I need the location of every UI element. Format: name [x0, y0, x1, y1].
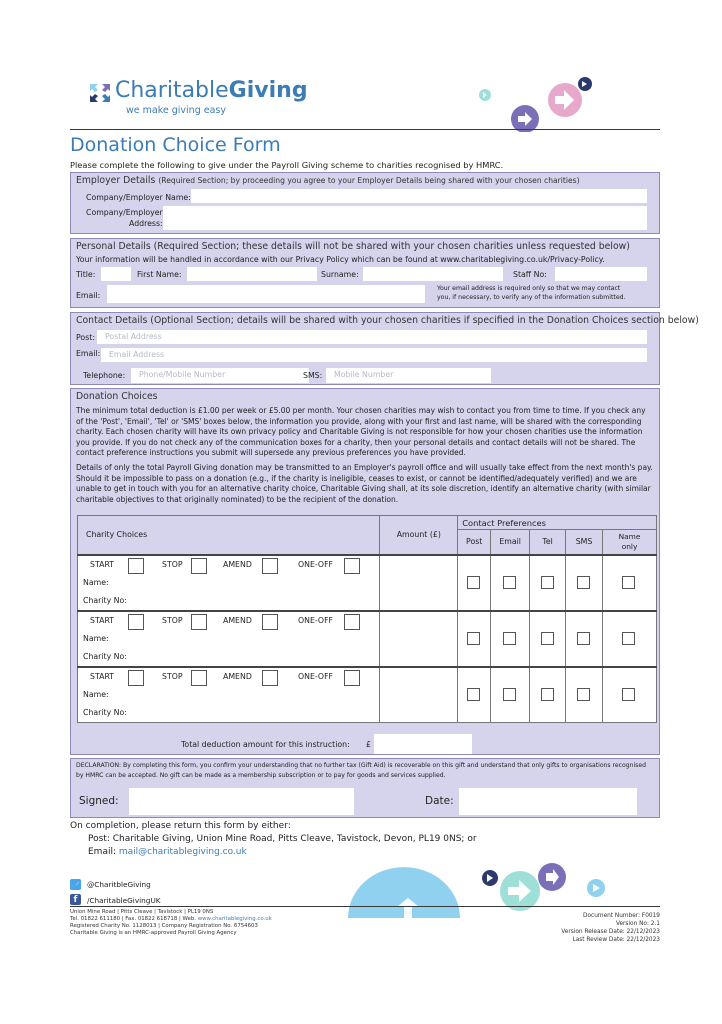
return-post: Post: Charitable Giving, Union Mine Road, Pitts Cleave, Tavistock, Devon, PL19 0NS; or	[88, 834, 477, 844]
company-address-field[interactable]	[163, 206, 647, 230]
charity-choices-table	[77, 515, 657, 723]
sms-field[interactable]	[326, 368, 491, 383]
name-only-pref-checkbox[interactable]	[622, 632, 635, 645]
donation-section	[70, 388, 660, 755]
title-label: Title:	[76, 270, 96, 279]
sms-pref-checkbox[interactable]	[577, 688, 590, 701]
amend-checkbox[interactable]	[262, 614, 278, 630]
amount-cell[interactable]	[380, 555, 458, 611]
amount-cell[interactable]	[380, 611, 458, 667]
company-name-field[interactable]	[191, 189, 647, 203]
return-email-prefix: Email:	[88, 847, 119, 857]
donation-heading: Donation Choices	[76, 391, 158, 402]
footer-agency: Charitable Giving is an HMRC-approved Payroll Giving Agency	[70, 930, 237, 936]
company-name-label: Company/Employer Name:	[86, 193, 191, 202]
staff-no-label: Staff No:	[513, 270, 547, 279]
charity-name-label: Name:	[83, 577, 109, 587]
logo-brand-part2: Giving	[228, 78, 308, 103]
sms-placeholder: Mobile Number	[334, 370, 394, 379]
name-only-line-1: Name	[618, 531, 641, 541]
footer-website-link[interactable]: www.charitablegiving.co.uk	[197, 916, 272, 922]
contact-heading: Contact Details (Optional Section; details will be shared with your chosen charities if specified in the Donation Choices section below)	[76, 315, 699, 326]
amend-label: AMEND	[223, 559, 252, 569]
personal-section	[70, 238, 660, 308]
tel-pref-checkbox[interactable]	[541, 688, 554, 701]
charity-no-label: Charity No:	[83, 651, 127, 661]
one-off-checkbox[interactable]	[344, 558, 360, 574]
contact-email-label: Email:	[76, 349, 101, 358]
charity-name-label: Name:	[83, 633, 109, 643]
contact-preferences-header: Contact Preferences	[458, 516, 657, 530]
employer-heading-note: (Required Section; by proceeding you agree to your Employer Details being shared with your chosen charities)	[158, 176, 580, 185]
tel-pref-checkbox[interactable]	[541, 632, 554, 645]
email-label: Email:	[76, 291, 101, 300]
review-date: Last Review Date: 22/12/2023	[572, 937, 660, 943]
stop-checkbox[interactable]	[191, 558, 207, 574]
footer-rule	[70, 906, 660, 907]
currency-symbol: £	[366, 740, 371, 749]
personal-heading: Personal Details (Required Section; these details will not be shared with your chosen charities unless requested below)	[76, 241, 630, 252]
first-name-label: First Name:	[137, 270, 182, 279]
twitter-handle[interactable]: @CharitbleGiving	[87, 880, 151, 889]
charity-choice-row	[78, 611, 657, 667]
post-pref-checkbox[interactable]	[467, 632, 480, 645]
footer-decoration-icon	[300, 858, 620, 918]
surname-field[interactable]	[363, 267, 503, 281]
release-date: Version Release Date: 22/12/2023	[561, 929, 660, 935]
sms-pref-header: SMS	[566, 530, 603, 555]
amend-label: AMEND	[223, 615, 252, 625]
tel-pref-header: Tel	[530, 530, 566, 555]
stop-label: STOP	[162, 671, 183, 681]
header-rule	[70, 129, 660, 130]
first-name-field[interactable]	[187, 267, 317, 281]
declaration-text: DECLARATION: By completing this form, you confirm your understanding that no further tax (Gift Aid) is recoverable on this gift and understand that only gifts to organisations recognised by HMRC can be accepted. No gift can be made as a membership subscription or to pay for goods and services supplied.	[76, 762, 646, 779]
total-deduction-label: Total deduction amount for this instruction:	[181, 740, 350, 749]
employer-heading: Employer Details	[76, 175, 156, 186]
post-pref-header: Post	[458, 530, 491, 555]
total-amount-field[interactable]	[356, 734, 472, 754]
stop-checkbox[interactable]	[191, 614, 207, 630]
staff-no-field[interactable]	[555, 267, 647, 281]
email-pref-checkbox[interactable]	[503, 688, 516, 701]
date-field[interactable]	[459, 788, 637, 815]
telephone-label: Telephone:	[83, 371, 126, 380]
charity-no-label: Charity No:	[83, 595, 127, 605]
start-label: START	[90, 671, 115, 681]
logo	[88, 78, 308, 120]
start-checkbox[interactable]	[128, 558, 144, 574]
start-label: START	[90, 615, 115, 625]
email-pref-checkbox[interactable]	[503, 576, 516, 589]
post-pref-checkbox[interactable]	[467, 576, 480, 589]
amount-header: Amount (£)	[380, 516, 458, 555]
return-email-line	[88, 847, 247, 857]
footer-address: Union Mine Road | Pitts Cleave | Tavistock | PL19 0NS	[70, 909, 214, 915]
charity-choice-cell	[78, 611, 380, 667]
intro-text: Please complete the following to give under the Payroll Giving scheme to charities recognised by HMRC.	[70, 160, 504, 170]
logo-tagline: we make giving easy	[126, 105, 226, 116]
logo-arrows-icon	[88, 82, 112, 104]
telephone-placeholder: Phone/Mobile Number	[139, 370, 226, 379]
start-label: START	[90, 559, 115, 569]
post-pref-checkbox[interactable]	[467, 688, 480, 701]
telephone-field[interactable]	[131, 368, 309, 383]
privacy-note: Your information will be handled in accordance with our Privacy Policy which can be found at www.charitablegiving.co.uk/Privacy-Policy.	[76, 255, 605, 264]
post-placeholder: Postal Address	[105, 332, 162, 341]
return-intro: On completion, please return this form by either:	[70, 821, 291, 831]
footer-registration: Registered Charity No. 1128013 | Company Registration No. 6754603	[70, 923, 258, 929]
charity-choices-header: Charity Choices	[78, 516, 380, 555]
amend-checkbox[interactable]	[262, 670, 278, 686]
header-decoration-icon	[470, 76, 610, 132]
donation-paragraph-2: Details of only the total Payroll Giving donation may be transmitted to an Employer's payroll office and will usually take effect from the next month's pay. Should it be impossible to pass on a donation (e.g., if the charity is ineligible, ceases to exist, or cannot be identified/adequately verified) and we are unable to get in touch with you for an alternative charity choice, Charitable Giving shall, at its sole discretion, identify an alternative charity (with similar charitable objectives to that originally nominated) to be the recipient of the donation.	[76, 463, 653, 504]
title-field[interactable]	[101, 267, 131, 281]
signed-label: Signed:	[79, 795, 119, 807]
one-off-label: ONE-OFF	[298, 559, 334, 569]
donation-paragraph-1: The minimum total deduction is £1.00 per week or £5.00 per month. Your chosen charities may wish to contact you from time to time. If you check any of the 'Post', 'Email', 'Tel' or 'SMS' boxes below, the information you provide, along with your first and last name, will be shared with the corresponding charity. Each chosen charity will have its own privacy policy and Charitable Giving is not responsible for how your chosen charities use the information you provide. If you do not check any of the communication boxes for a charity, then your personal details and contact details will not be shared. The contact preference instructions you submit will supersede any previous preferences you have provided.	[76, 406, 646, 458]
twitter-icon[interactable]	[70, 879, 81, 890]
email-placeholder: Email Address	[109, 350, 165, 359]
declaration-section	[70, 758, 660, 818]
surname-label: Surname:	[321, 270, 359, 279]
date-label: Date:	[425, 795, 454, 807]
tel-pref-checkbox[interactable]	[541, 576, 554, 589]
contact-email-field[interactable]	[101, 348, 647, 362]
sms-pref-checkbox[interactable]	[577, 576, 590, 589]
email-note-1: Your email address is required only so that we may contact	[437, 285, 621, 292]
footer-contact	[70, 916, 272, 923]
charity-no-label: Charity No:	[83, 707, 127, 717]
name-only-line-2: only	[621, 541, 638, 551]
email-note-2: you, if necessary, to verify any of the information submitted.	[437, 294, 626, 301]
employer-section	[70, 172, 660, 234]
return-email-link[interactable]: mail@charitablegiving.co.uk	[118, 847, 247, 857]
version-number: Version No: 2.1	[615, 921, 660, 927]
email-pref-checkbox[interactable]	[503, 632, 516, 645]
start-checkbox[interactable]	[128, 670, 144, 686]
one-off-label: ONE-OFF	[298, 671, 334, 681]
amount-cell[interactable]	[380, 667, 458, 723]
one-off-checkbox[interactable]	[344, 614, 360, 630]
company-address-label-2: Address:	[129, 219, 163, 228]
footer-contact-prefix: Tel. 01822 611180 | Fax. 01822 618718 | Web.	[70, 916, 198, 922]
name-only-pref-checkbox[interactable]	[622, 688, 635, 701]
form-title: Donation Choice Form	[70, 134, 281, 156]
stop-checkbox[interactable]	[191, 670, 207, 686]
contact-section	[70, 312, 699, 385]
charity-choice-cell	[78, 555, 380, 611]
name-only-pref-checkbox[interactable]	[622, 576, 635, 589]
company-address-label-1: Company/Employer	[86, 208, 163, 217]
charity-choice-row	[78, 555, 657, 611]
start-checkbox[interactable]	[128, 614, 144, 630]
name-only-pref-header	[603, 530, 657, 555]
sms-pref-checkbox[interactable]	[577, 632, 590, 645]
stop-label: STOP	[162, 615, 183, 625]
charity-name-label: Name:	[83, 689, 109, 699]
email-field[interactable]	[107, 285, 425, 303]
signature-field[interactable]	[129, 788, 354, 815]
facebook-icon[interactable]: f	[70, 894, 81, 905]
one-off-label: ONE-OFF	[298, 615, 334, 625]
amend-label: AMEND	[223, 671, 252, 681]
doc-number: Document Number: F0019	[583, 913, 660, 919]
charity-choice-row	[78, 667, 657, 723]
logo-brand-part1: Charitable	[115, 78, 229, 103]
amend-checkbox[interactable]	[262, 558, 278, 574]
email-pref-header: Email	[491, 530, 530, 555]
post-field[interactable]	[97, 330, 647, 344]
charity-choice-cell	[78, 667, 380, 723]
post-label: Post:	[76, 333, 95, 342]
sms-label: SMS:	[303, 371, 323, 380]
one-off-checkbox[interactable]	[344, 670, 360, 686]
stop-label: STOP	[162, 559, 183, 569]
facebook-handle[interactable]: /CharitableGivingUK	[87, 896, 161, 905]
